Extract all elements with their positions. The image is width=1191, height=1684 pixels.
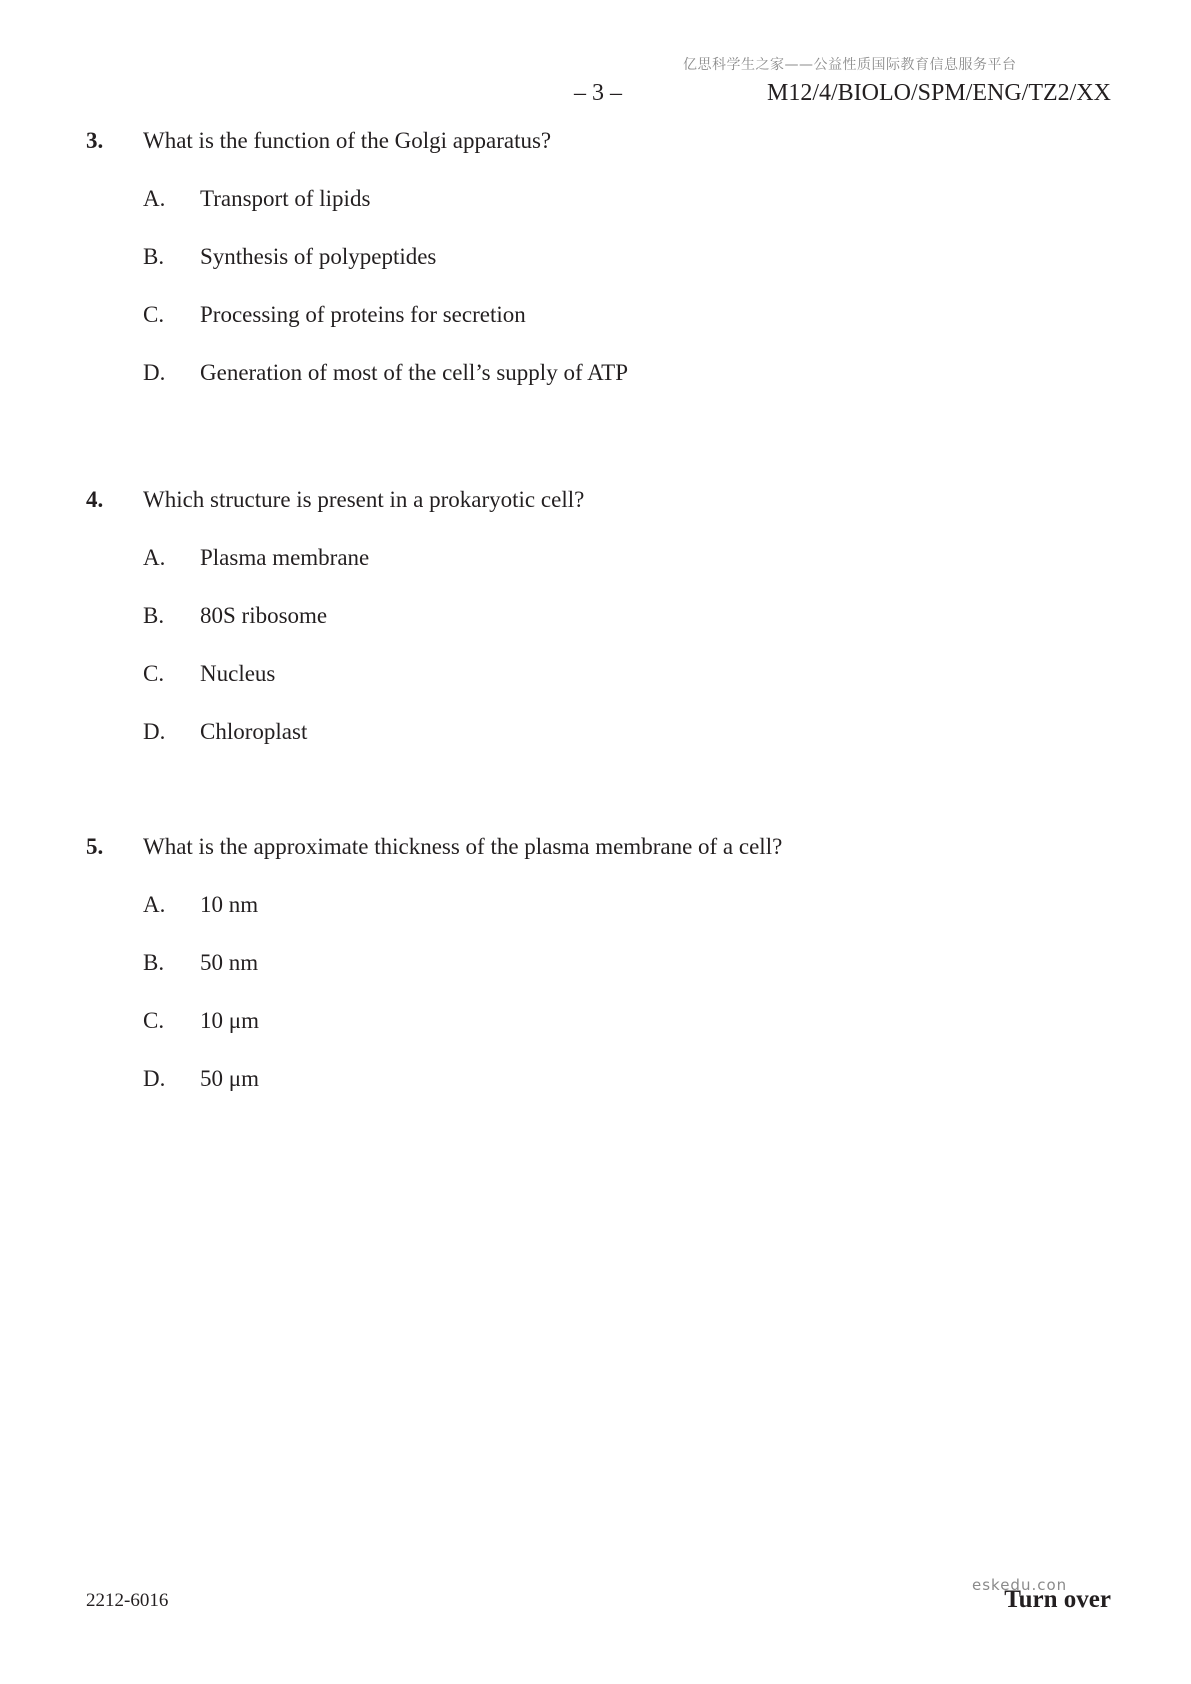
option-text: Chloroplast [200, 719, 308, 744]
footer-watermark: eskedu.con [972, 1576, 1068, 1594]
option-text: Transport of lipids [200, 186, 371, 211]
question-number: 4. [86, 487, 104, 512]
question-text: What is the function of the Golgi apparatus? [143, 128, 552, 153]
option-letter: C. [143, 661, 165, 686]
option-text: 10 nm [200, 892, 259, 917]
page-number: – 3 – [574, 80, 622, 106]
option-c [86, 1006, 1086, 1036]
turn-over-label: Turn over [1004, 1586, 1111, 1613]
option-letter: A. [143, 186, 166, 211]
option-a [86, 543, 1086, 573]
option-c [86, 659, 1086, 689]
question-5 [86, 832, 1086, 1094]
option-a [86, 184, 1086, 214]
option-letter: D. [143, 1066, 166, 1091]
option-letter: D. [143, 719, 166, 744]
question-3 [86, 126, 1086, 388]
option-b [86, 242, 1086, 272]
option-b [86, 948, 1086, 978]
option-text: 50 μm [200, 1066, 259, 1091]
option-c [86, 300, 1086, 330]
exam-code: M12/4/BIOLO/SPM/ENG/TZ2/XX [766, 80, 1111, 106]
question-number: 5. [86, 834, 104, 859]
option-letter: B. [143, 603, 165, 628]
option-text: 80S ribosome [200, 603, 328, 628]
option-letter: C. [143, 302, 165, 327]
question-text: What is the approximate thickness of the plasma membrane of a cell? [143, 834, 783, 859]
option-text: Nucleus [200, 661, 276, 686]
option-text: Processing of proteins for secretion [200, 302, 526, 327]
paper-code: 2212-6016 [86, 1590, 169, 1611]
option-letter: B. [143, 950, 165, 975]
option-b [86, 601, 1086, 631]
header-watermark: 亿思科学生之家——公益性质国际教育信息服务平台 [683, 57, 1017, 73]
question-4 [86, 485, 1086, 747]
question-text: Which structure is present in a prokaryotic cell? [143, 487, 585, 512]
option-letter: D. [143, 360, 166, 385]
option-letter: A. [143, 892, 166, 917]
option-d [86, 358, 1086, 388]
option-text: 10 μm [200, 1008, 259, 1033]
option-text: Generation of most of the cell’s supply of ATP [200, 360, 628, 385]
option-text: Plasma membrane [200, 545, 370, 570]
question-number: 3. [86, 128, 104, 153]
option-d [86, 1064, 1086, 1094]
option-a [86, 890, 1086, 920]
option-letter: A. [143, 545, 166, 570]
option-letter: B. [143, 244, 165, 269]
option-letter: C. [143, 1008, 165, 1033]
option-text: 50 nm [200, 950, 259, 975]
option-text: Synthesis of polypeptides [200, 244, 437, 269]
option-d [86, 717, 1086, 747]
